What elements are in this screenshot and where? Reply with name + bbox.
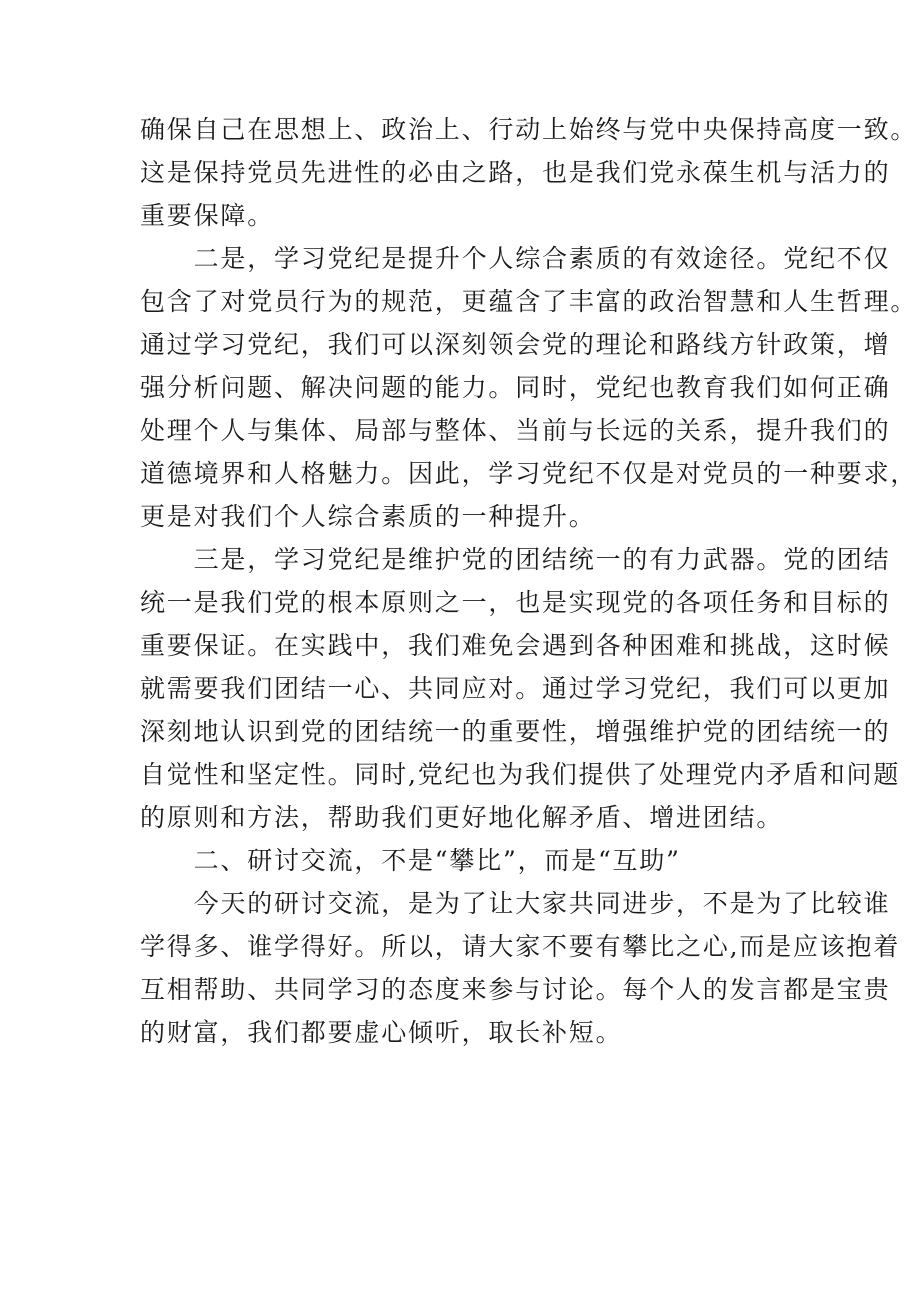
text-line: 的原则和方法，帮助我们更好地化解矛盾、增进团结。 [140,803,784,832]
text-line: 就需要我们团结一心、共同应对。通过学习党纪，我们可以更加 [140,674,891,703]
text-line: 包含了对党员行为的规范，更蕴含了丰富的政治智慧和人生哲理。 [140,287,918,316]
text-line: 的财富，我们都要虚心倾听，取长补短。 [140,1018,623,1047]
text-line: 重要保障。 [140,201,275,230]
text-line: 强分析问题、解决问题的能力。同时，党纪也教育我们如何正确 [140,373,891,402]
text-line: 学得多、谁学得好。所以，请大家不要有攀比之心,而是应该抱着 [140,932,901,961]
section-heading: 二、研讨交流，不是“攀比”，而是“互助” [140,846,681,875]
text-line: 重要保证。在实践中，我们难免会遇到各种困难和挑战，这时候 [140,631,891,660]
text-line: 确保自己在思想上、政治上、行动上始终与党中央保持高度一致。 [140,115,918,144]
text-line: 通过学习党纪，我们可以深刻领会党的理论和路线方针政策，增 [140,330,891,359]
text-line: 二是，学习党纪是提升个人综合素质的有效途径。党纪不仅 [140,244,891,273]
text-line: 处理个人与集体、局部与整体、当前与长远的关系，提升我们的 [140,416,891,445]
text-line: 三是，学习党纪是维护党的团结统一的有力武器。党的团结 [140,545,891,574]
text-line: 统一是我们党的根本原则之一，也是实现党的各项任务和目标的 [140,588,891,617]
text-line: 深刻地认识到党的团结统一的重要性，增强维护党的团结统一的 [140,717,891,746]
text-line: 这是保持党员先进性的必由之路，也是我们党永葆生机与活力的 [140,158,891,187]
text-line: 更是对我们个人综合素质的一种提升。 [140,502,596,531]
text-line: 互相帮助、共同学习的态度来参与讨论。每个人的发言都是宝贵 [140,975,891,1004]
text-line: 今天的研讨交流，是为了让大家共同进步，不是为了比较谁 [140,889,891,918]
body-text [140,108,918,1054]
text-line: 道德境界和人格魅力。因此，学习党纪不仅是对党员的一种要求， [140,459,918,488]
text-line: 自觉性和坚定性。同时,党纪也为我们提供了处理党内矛盾和问题 [140,760,901,789]
